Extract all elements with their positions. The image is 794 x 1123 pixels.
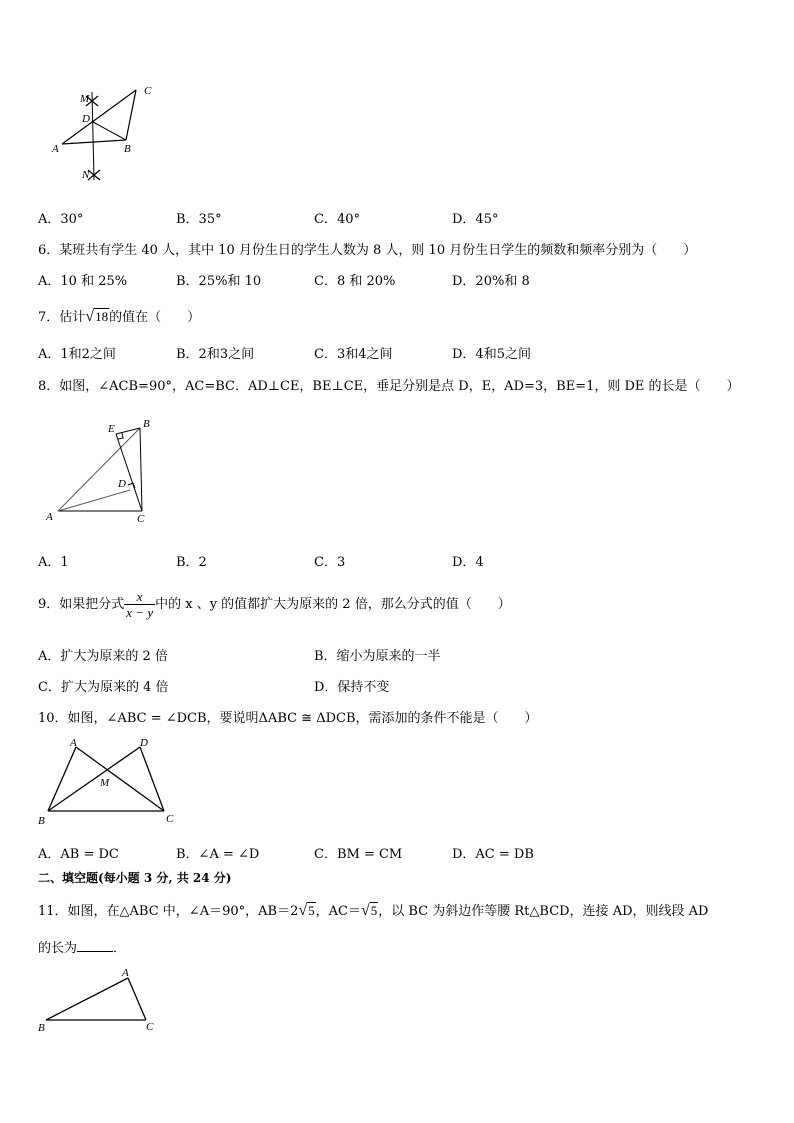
q6-stem: 6．某班共有学生 40 人，其中 10 月份生日的学生人数为 8 人，则 10 月份生日学生的频数和频率分别为（ ） [38, 243, 697, 258]
q10-option-b: B．∠A = ∠D [176, 847, 260, 862]
q5-line-db [93, 122, 126, 140]
q10-line-ac [76, 747, 164, 811]
q9-option-c: C．扩大为原来的 4 倍 [38, 680, 169, 695]
q10-label-b: B [38, 815, 45, 827]
q5-label-a: A [52, 143, 59, 155]
q8-label-e: E [108, 423, 115, 435]
q11-line2-end: ． [113, 941, 127, 956]
q10-stem: 10．如图，∠ABC = ∠DCB，要说明ΔABC ≅ ΔDCB，需添加的条件不能是（ ） [38, 711, 538, 726]
q9-option-b: B．缩小为原来的一半 [314, 649, 441, 664]
q9-option-a: A．扩大为原来的 2 倍 [38, 649, 168, 664]
q6-option-d: D．20%和 8 [452, 274, 530, 289]
q11-label-b: B [38, 1022, 45, 1034]
q7-prefix: 7．估计 [38, 310, 86, 325]
q10-label-c: C [166, 813, 174, 825]
q10-label-d: D [140, 737, 148, 749]
q9-fraction [124, 589, 155, 620]
q10-option-d: D．AC = DB [452, 847, 534, 862]
q5-option-b: B．35° [176, 212, 222, 227]
q7-option-d: D．4和5之间 [452, 347, 531, 362]
q9-option-d: D．保持不变 [314, 680, 390, 695]
q5-option-d: D．45° [452, 212, 499, 227]
q10-line-cd [140, 747, 164, 811]
section-title: 二、填空题(每小题 3 分, 共 24 分) [38, 871, 232, 885]
q10-label-m: M [100, 777, 110, 789]
q5-option-a: A．30° [38, 212, 84, 227]
q10-figure [34, 734, 184, 829]
q8-label-a: A [46, 511, 53, 523]
q5-label-d: D [82, 113, 90, 125]
q7-suffix: 的值在（ ） [109, 310, 201, 325]
q7-sqrt: √18 [85, 308, 109, 325]
q9-frac-den: x − y [126, 605, 154, 620]
q9-suffix: 中的 x 、y 的值都扩大为原来的 2 倍，那么分式的值（ ） [155, 597, 511, 612]
q7-stem [38, 306, 200, 326]
q8-label-d: D [118, 478, 126, 490]
q8-line-cb [140, 428, 142, 511]
q7-option-b: B．2和3之间 [176, 347, 255, 362]
q11-stem-line1 [38, 900, 708, 920]
q10-option-a: A．AB = DC [38, 847, 119, 862]
q11-line-ba [46, 978, 128, 1020]
q9-prefix: 9．如果把分式 [38, 597, 125, 612]
q11-part1: 11．如图，在△ABC 中，∠A＝90°，AB＝2 [38, 904, 299, 919]
answer-blank[interactable] [77, 939, 113, 952]
q8-option-c: C．3 [314, 555, 346, 570]
q11-label-a: A [122, 967, 129, 979]
q7-option-a: A．1和2之间 [38, 347, 116, 362]
q10-option-c: C．BM = CM [314, 847, 403, 862]
q6-option-b: B．25%和 10 [176, 274, 262, 289]
q8-line-ce [116, 434, 142, 511]
q7-option-c: C．3和4之间 [314, 347, 393, 362]
q10-label-a: A [70, 737, 77, 749]
q8-option-a: A．1 [38, 555, 69, 570]
q8-option-d: D．4 [452, 555, 484, 570]
q11-radicand-2: 5 [370, 903, 378, 918]
q11-sqrt-1: √5 [298, 902, 315, 919]
q8-label-b: B [143, 418, 150, 430]
q5-line-cb [126, 90, 136, 140]
q11-part2: ，AC＝ [315, 904, 361, 919]
q9-frac-num: x [124, 589, 155, 605]
q11-radicand-1: 5 [308, 903, 315, 918]
q11-label-c: C [146, 1021, 154, 1033]
q6-option-a: A．10 和 25% [38, 274, 128, 289]
q11-line2: 的长为 [38, 941, 78, 956]
q8-figure [44, 412, 164, 527]
q8-stem: 8．如图，∠ACB=90°，AC=BC．AD⊥CE，BE⊥CE，垂足分别是点 D，E，AD=3，BE=1，则 DE 的长是（ ） [38, 379, 740, 394]
q9-stem [38, 589, 511, 620]
q6-option-c: C．8 和 20% [314, 274, 396, 289]
q7-radicand: 18 [95, 309, 109, 324]
q11-figure [36, 962, 166, 1037]
q8-right-angle-e [118, 433, 123, 439]
q11-sqrt-2: √5 [360, 902, 378, 919]
q8-label-c: C [137, 513, 145, 525]
q11-line-ac [128, 978, 146, 1020]
q8-option-b: B．2 [176, 555, 207, 570]
q5-figure [48, 82, 168, 192]
q11-part3: ，以 BC 为斜边作等腰 Rt△BCD，连接 AD，则线段 AD [378, 904, 709, 919]
q5-label-c: C [144, 85, 152, 97]
q11-stem-line2 [38, 937, 126, 956]
q5-label-m: M [80, 93, 90, 105]
q5-line-ab [62, 140, 126, 144]
q5-line-mn [92, 92, 94, 180]
q5-label-n: N [82, 169, 90, 181]
q5-line-ac [62, 90, 136, 144]
q5-label-b: B [124, 143, 131, 155]
q5-option-c: C．40° [314, 212, 360, 227]
